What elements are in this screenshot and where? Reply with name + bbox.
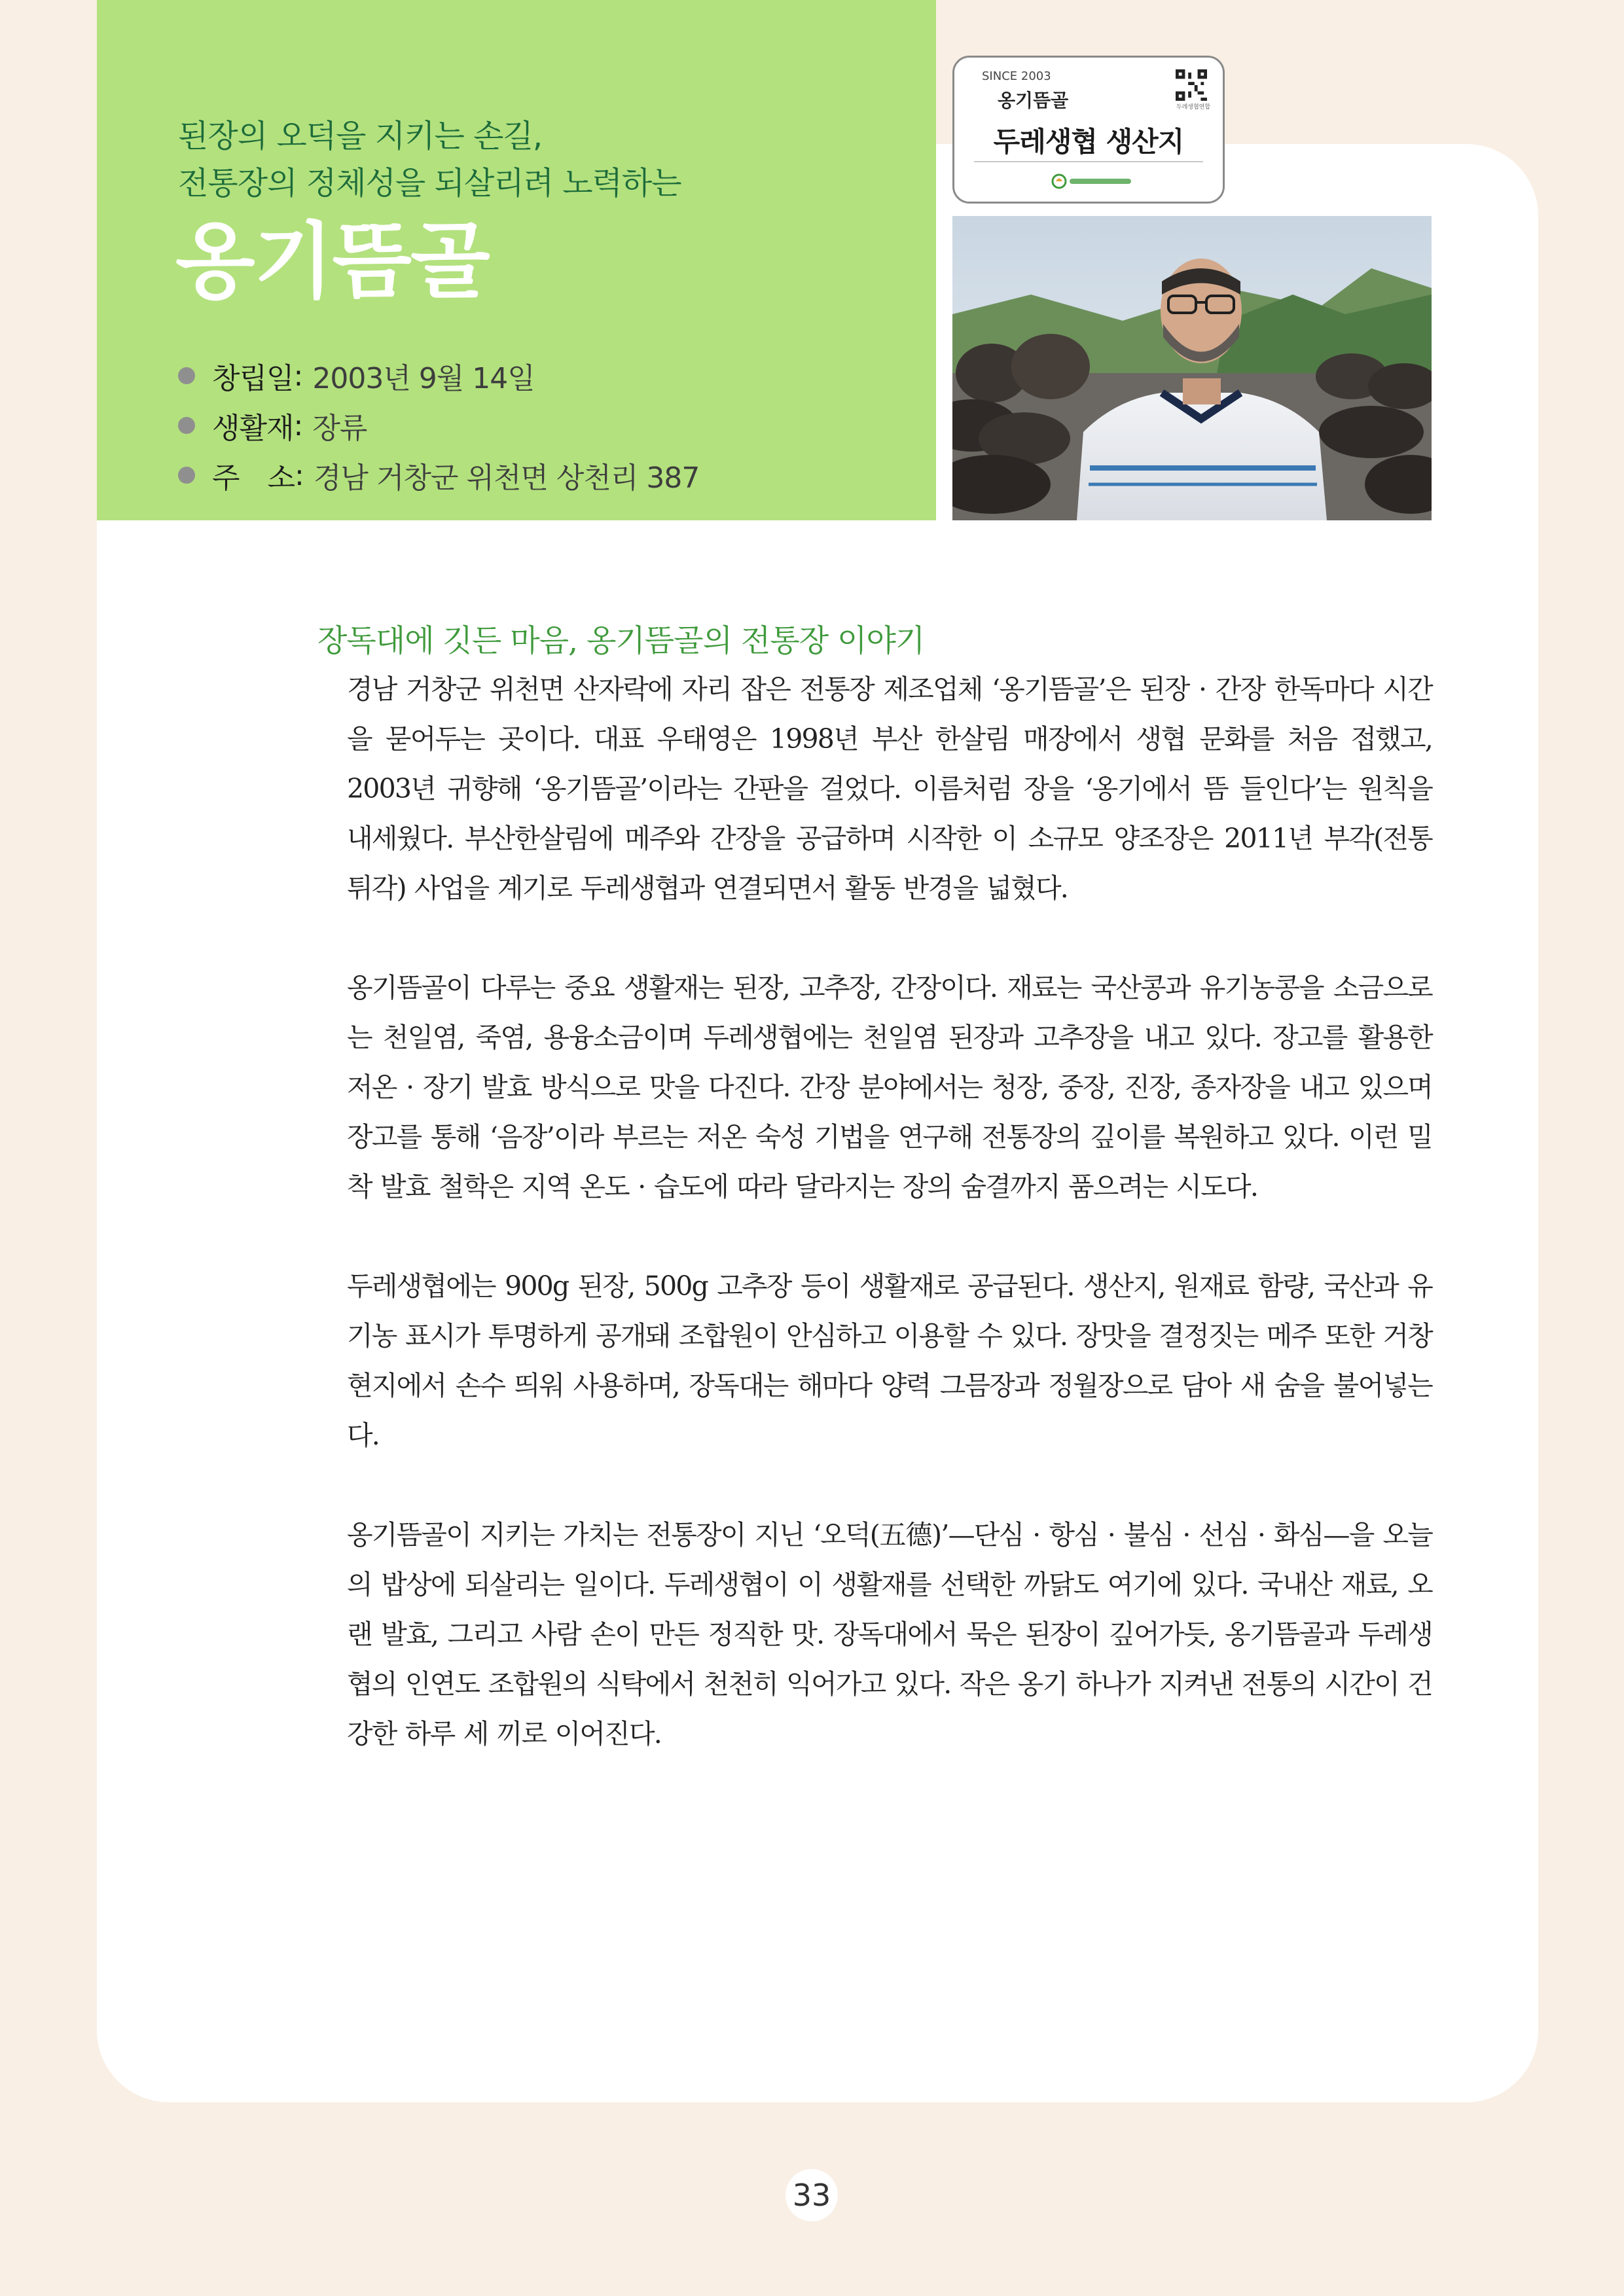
info-item-products: 생활재 : 장류 (178, 401, 699, 450)
subtitle-line-2: 전통장의 정체성을 되살리려 노력하는 (178, 165, 681, 202)
info-item-address: 주 소 : 경남 거창군 위천면 상천리 387 (178, 450, 699, 500)
bullet-icon (178, 467, 195, 484)
badge-name: 옹기뜸골 (998, 90, 1069, 111)
header-subtitle (178, 113, 681, 207)
page-number: 33 (785, 2169, 838, 2221)
qr-code-icon (1176, 69, 1207, 101)
info-value: 2003년 9월 14일 (312, 362, 535, 395)
qr-caption: 두레생협연합 (1176, 104, 1211, 111)
badge-since: SINCE 2003 (982, 69, 1051, 83)
bullet-icon (178, 417, 195, 434)
info-key: 생활재 (212, 412, 294, 445)
subtitle-line-1: 된장의 오덕을 지키는 손길, (178, 118, 543, 154)
article-body (347, 664, 1432, 1808)
article-heading: 장독대에 깃든 마음, 옹기뜸골의 전통장 이야기 (317, 623, 925, 659)
article-paragraph: 옹기뜸골이 지키는 가치는 전통장이 지닌 ‘오덕(五德)’—단심 · 항심 · 불심 · 선심 · 화심—을 오늘의 밥상에 되살리는 일이다. 두레생협이 이 생활재를 선택한 까닭도 여기에 있다. 국내산 재료, 오랜 발효, 그리고 사람 손이 만든 정직한 맛. 장독대에서 묵은 된장이 깊어가듯, 옹기뜸골과 두레생협의 인연도 조합원의 식탁에서 천천히 익어가고 있다. 작은 옹기 하나가 지켜낸 전통의 시간이 건강한 하루 세 끼로 이어진다. (347, 1519, 1432, 1749)
info-item-founded: 창립일 : 2003년 9월 14일 (178, 351, 699, 401)
info-key: 창립일 (212, 362, 294, 395)
bullet-icon (178, 367, 195, 384)
info-list (178, 351, 699, 500)
info-value: 경남 거창군 위천면 상천리 387 (313, 461, 700, 495)
article-paragraph: 경남 거창군 위천면 산자락에 자리 잡은 전통장 제조업체 ‘옹기뜸골’은 된장 · 간장 한독마다 시간을 묻어두는 곳이다. 대표 우태영은 1998년 부산 한살림 매장에서 생협 문화를 처음 접했고, 2003년 귀향해 ‘옹기뜸골’이라는 간판을 걸었다. 이름처럼 장을 ‘옹기에서 뜸 들인다’는 원칙을 내세웠다. 부산한살림에 메주와 간장을 공급하며 시작한 이 소규모 양조장은 2011년 부각(전통 튀각) 사업을 계기로 두레생협과 연결되면서 활동 반경을 넓혔다. (347, 673, 1432, 904)
info-key: 주 소 (212, 461, 295, 495)
badge-divider (974, 161, 1203, 162)
page-title: 옹기뜸골 (175, 213, 489, 310)
article-paragraph: 두레생협에는 900g 된장, 500g 고추장 등이 생활재로 공급된다. 생산지, 원재료 함량, 국산과 유기농 표시가 투명하게 공개돼 조합원이 안심하고 이용할 수 있다. 장맛을 결정짓는 메주 또한 거창 현지에서 손수 띄워 사용하며, 장독대는 해마다 양력 그믐장과 정월장으로 담아 새 숨을 불어넣는다. (347, 1270, 1432, 1451)
info-value: 장류 (312, 412, 367, 445)
article-paragraph: 옹기뜸골이 다루는 중요 생활재는 된장, 고추장, 간장이다. 재료는 국산콩과 유기농콩을 소금으로는 천일염, 죽염, 용융소금이며 두레생협에는 천일염 된장과 고추장을 내고 있다. 장고를 활용한 저온 · 장기 발효 방식으로 맛을 다진다. 간장 분야에서는 청장, 중장, 진장, 종자장을 내고 있으며 장고를 통해 ‘음장’이라 부르는 저온 숙성 기법을 연구해 전통장의 깊이를 복원하고 있다. 이런 밀착 발효 철학은 지역 온도 · 습도에 따라 달라지는 장의 숨결까지 품으려는 시도다. (347, 972, 1432, 1202)
owner-photo (952, 216, 1432, 520)
dure-coop-logo-icon (1050, 170, 1135, 192)
badge-title: 두레생협 생산지 (993, 126, 1184, 158)
producer-badge (952, 56, 1225, 204)
